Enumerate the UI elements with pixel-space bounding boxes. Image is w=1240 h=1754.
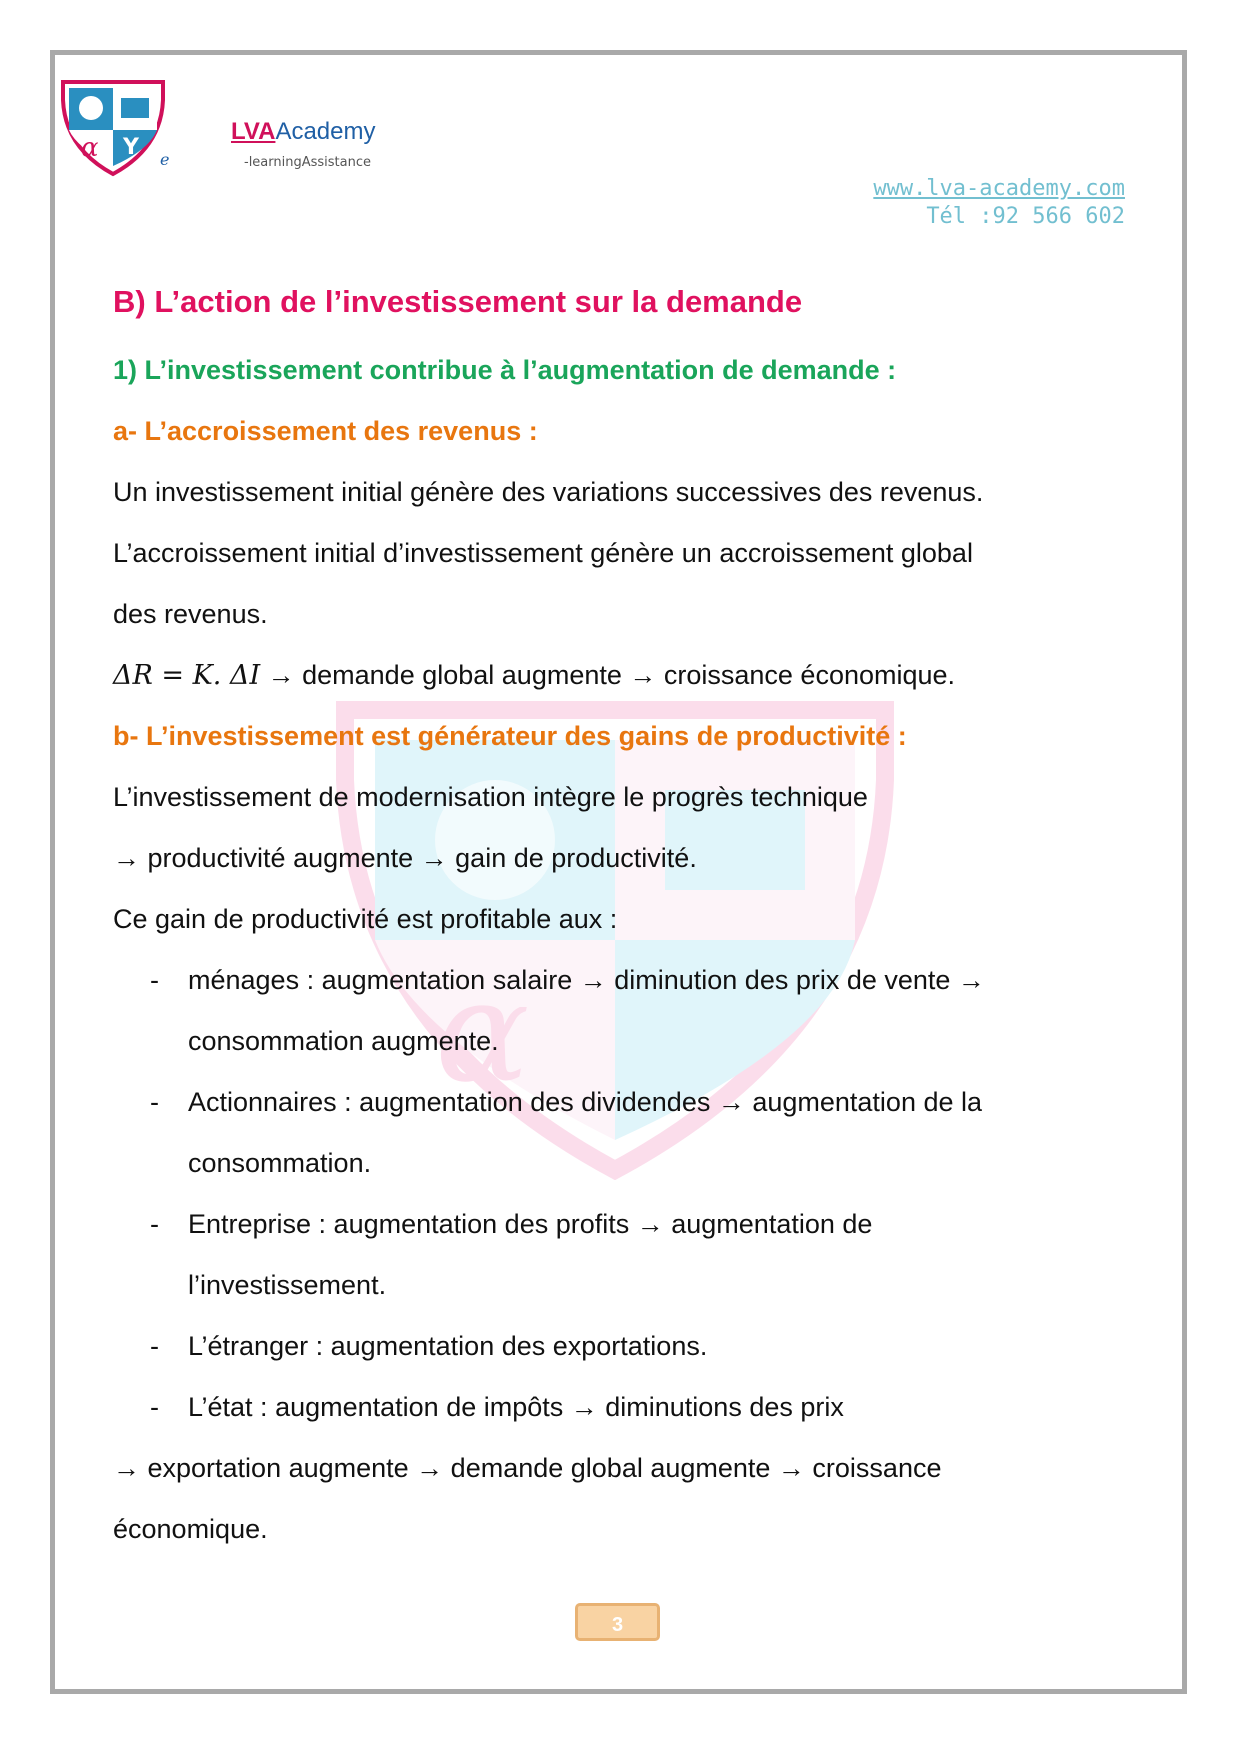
lva-logo — [57, 78, 169, 178]
paragraph-b3: Ce gain de productivité est profitable aux : — [113, 904, 618, 934]
paragraph-a1: Un investissement initial génère des variations successives des revenus. — [113, 477, 984, 507]
list-item: - L’état : augmentation de impôts → diminutions des prix — [150, 1392, 844, 1422]
page-number: 3 — [575, 1603, 660, 1641]
list-item: - ménages : augmentation salaire → diminution des prix de vente → — [150, 965, 985, 995]
document-body — [113, 280, 1123, 1568]
brand-tagline: -learningAssistance — [244, 155, 371, 170]
subheading-1: 1) L’investissement contribue à l’augmentation de demande : — [113, 355, 897, 385]
svg-text:Y: Y — [123, 135, 139, 160]
formula-line — [113, 653, 1123, 714]
list-item: - Actionnaires : augmentation des dividendes → augmentation de la — [150, 1087, 983, 1117]
paragraph-end2: économique. — [113, 1514, 268, 1544]
formula-text: → demande global augmente → croissance économique. — [260, 660, 956, 690]
brand-name: LVAAcademy — [231, 118, 376, 145]
subheading-b: b- L’investissement est générateur des gains de productivité : — [113, 721, 907, 751]
paragraph-end1: → exportation augmente → demande global augmente → croissance — [113, 1453, 942, 1483]
formula: ΔR = K. ΔI — [113, 660, 261, 691]
paragraph-b1: L’investissement de modernisation intègre le progrès technique — [113, 782, 868, 812]
list-item-continuation: l’investissement. — [188, 1270, 387, 1300]
contact-block — [873, 175, 1125, 231]
website-link[interactable]: www.lva-academy.com — [873, 176, 1125, 201]
paragraph-b2: → productivité augmente → gain de productivité. — [113, 843, 697, 873]
list-item-continuation: consommation augmente. — [188, 1026, 499, 1056]
svg-text:α: α — [81, 133, 99, 163]
subheading-a: a- L’accroissement des revenus : — [113, 416, 538, 446]
phone-number: Tél :92 566 602 — [926, 204, 1125, 229]
paragraph-a2: L’accroissement initial d’investissement génère un accroissement global — [113, 538, 973, 568]
paragraph-a3: des revenus. — [113, 599, 268, 629]
section-title: B) L’action de l’investissement sur la demande — [113, 284, 803, 319]
list-item: - L’étranger : augmentation des exportations. — [150, 1331, 708, 1361]
list-item: - Entreprise : augmentation des profits → augmentation de — [150, 1209, 873, 1239]
list-item-continuation: consommation. — [188, 1148, 372, 1178]
logo-e-mark: e — [160, 150, 170, 169]
svg-text:α: α — [435, 951, 530, 1114]
